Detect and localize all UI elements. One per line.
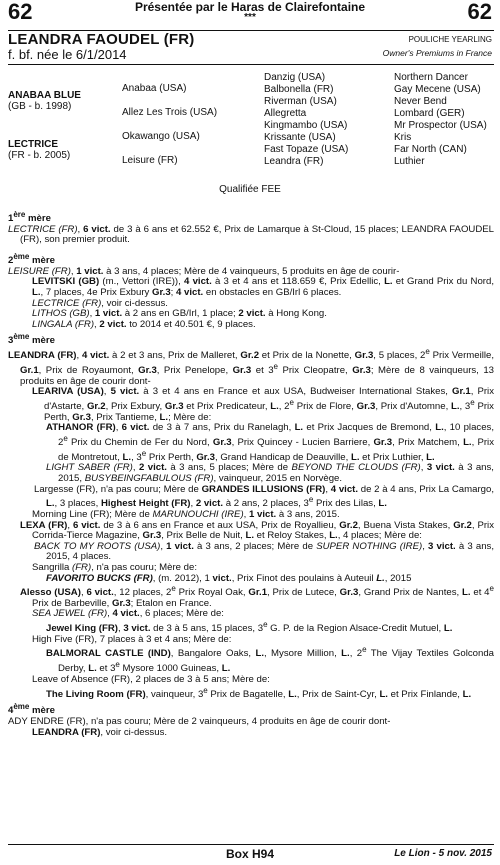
horse-category: POULICHE YEARLING <box>408 35 492 44</box>
paragraph: LITHOS (GB), 1 vict. à 2 ans en GB/Irl, 1 place; 2 vict. à Hong Kong. <box>32 308 327 320</box>
pedigree-dam-detail: (FR - b. 2005) <box>8 150 71 161</box>
paragraph: Leave of Absence (FR), 2 places de 3 à 5 ans; Mère de: <box>32 674 270 685</box>
pedigree-gen2-3: Leisure (FR) <box>122 155 178 166</box>
pedigree-gen3-0: Danzig (USA) <box>264 72 326 83</box>
pedigree-gen3-6: Fast Topaze (USA) <box>264 144 349 155</box>
paragraph: LEISURE (FR), 1 vict. à 3 ans, 4 places; Mère de 4 vainqueurs, 5 produits en âge de courir- <box>8 265 400 277</box>
lot-number-left: 62 <box>8 0 33 24</box>
paragraph: LECTRICE (FR), voir ci-dessus. <box>32 297 168 309</box>
paragraph: The Living Room (FR), vainqueur, 3e Prix de Bagatelle, L., Prix de Saint-Cyr, L. et Prix Finlande, L. <box>46 685 472 700</box>
box-number: Box H94 <box>225 847 275 861</box>
pedigree-gen2-2: Okawango (USA) <box>122 131 200 142</box>
pedigree-gen4-6: Far North (CAN) <box>394 144 467 155</box>
sale-info: Le Lion - 5 nov. 2015 <box>394 848 492 859</box>
pedigree-gen4-7: Luthier <box>394 156 425 167</box>
paragraph: LEVITSKI (GB) (m., Vettori (IRE)), 4 vict. à 3 et 4 ans et 118.659 €, Prix Edellic, L. et Grand Prix du Nord, L., 7 places, 4e Prix Exbury Gr.3; 4 vict. en obstacles en GB/Irl 6 places. <box>32 276 494 298</box>
horse-name: LEANDRA FAOUDEL (FR) <box>8 31 195 48</box>
pedigree-sire-detail: (GB - b. 1998) <box>8 101 72 112</box>
paragraph: LEANDRA (FR), 4 vict. à 2 et 3 ans, Prix de Malleret, Gr.2 et Prix de la Nonette, Gr.3, 5 places, 2e Prix Vermeille, Gr.1, Prix de Royaumont, Gr.3, Prix Penelope, Gr.3 et 3e Prix Cleopatre, Gr.3; Mère de 8 vainqueurs, 13 produits en âge de courir dont- <box>8 347 494 387</box>
paragraph: Largesse (FR), n'a pas couru; Mère de GRANDES ILLUSIONS (FR), 4 vict. de 2 à 4 ans, Prix La Camargo, L., 3 places, Highest Height (FR), 2 vict. à 2 ans, 2 places, 3e Prix des Lilas, L. <box>34 483 494 510</box>
pedigree-notes <box>8 208 494 738</box>
pedigree-gen4-4: Mr Prospector (USA) <box>394 120 487 131</box>
paragraph: BALMORAL CASTLE (IND), Bangalore Oaks, L., Mysore Million, L., 2e The Vijay Textiles Golconda Derby, L. et 3e Mysore 1000 Guineas, L. <box>46 645 494 675</box>
section-fourth-dam: 4ème mère <box>8 702 55 717</box>
paragraph: High Five (FR), 7 places à 3 et 4 ans; Mère de: <box>32 633 232 645</box>
pedigree-dam-name: LECTRICE <box>8 139 58 150</box>
pedigree-gen3-7: Leandra (FR) <box>264 156 324 167</box>
paragraph: Alesso (USA), 6 vict., 12 places, 2e Prix Royal Oak, Gr.1, Prix de Lutece, Gr.3, Grand Prix de Nantes, L. et 4e Prix de Barbeville, Gr.3; Etalon en France. <box>20 584 494 609</box>
pedigree-gen4-1: Gay Mecene (USA) <box>394 84 481 95</box>
pedigree-sire-name: ANABAA BLUE <box>8 90 81 101</box>
paragraph: LEANDRA (FR), voir ci-dessus. <box>32 726 168 738</box>
paragraph: ATHANOR (FR), 6 vict. de 3 à 7 ans, Prix du Ranelagh, L. et Prix Jacques de Bremond, L., 10 places, 2e Prix du Chemin de Fer du Nord, Gr.3, Prix Quincey - Lucien Barriere, Gr.3, Prix Matchem, L., Prix de Montretout, L., 3e Prix Perth, Gr.3, Grand Handicap de Deauville, L. et Prix Luthier, L. <box>46 422 494 463</box>
pedigree-gen3-1: Balbonella (FR) <box>264 84 334 95</box>
paragraph: SEA JEWEL (FR), 4 vict., 6 places; Mère de: <box>32 608 224 620</box>
presented-by: Présentée par le Haras de Clairefontaine <box>134 0 366 14</box>
section-second-dam: 2ème mère <box>8 251 55 267</box>
paragraph: LEXA (FR), 6 vict. de 3 à 6 ans en France et aux USA, Prix de Royallieu, Gr.2, Buena Vista Stakes, Gr.2, Prix Corrida-Tierce Magazine, Gr.3, Prix Belle de Nuit, L. et Reloy Stakes, L., 4 places; Mère de: <box>20 519 494 542</box>
section-first-dam: 1ère mère <box>8 210 51 225</box>
stars: *** <box>244 12 256 23</box>
pedigree-gen2-1: Allez Les Trois (USA) <box>122 107 218 118</box>
paragraph: BACK TO MY ROOTS (USA), 1 vict. à 3 ans, 2 places; Mère de SUPER NOTHING (IRE), 3 vict. à 3 ans, 2015, 4 places. <box>34 540 494 563</box>
pedigree-divider <box>8 64 494 65</box>
pedigree-gen3-2: Riverman (USA) <box>264 96 337 107</box>
owner-premium: Owner's Premiums in France <box>382 48 492 58</box>
paragraph: LIGHT SABER (FR), 2 vict. à 3 ans, 5 places; Mère de BEYOND THE CLOUDS (FR), 3 vict. à 3 ans, 2015, BUSYBEINGFABULOUS (FR), vainqueur, 2015 en Norvège. <box>46 462 494 484</box>
qualification: Qualifiée FEE <box>219 184 281 195</box>
pedigree-gen3-5: Krissante (USA) <box>264 132 336 143</box>
lot-number-right: 62 <box>467 0 492 24</box>
paragraph: LINGALA (FR), 2 vict. to 2014 et 40.501 €, 9 places. <box>32 318 256 330</box>
paragraph: Morning Line (FR); Mère de MARUNOUCHI (IRE), 1 vict. à 3 ans, 2015. <box>32 508 340 520</box>
pedigree-gen3-4: Kingmambo (USA) <box>264 120 348 131</box>
pedigree-gen4-2: Never Bend <box>394 96 447 107</box>
pedigree-gen4-0: Northern Dancer <box>394 72 468 83</box>
paragraph: Sangrilla (FR), n'a pas couru; Mère de: <box>32 561 198 573</box>
pedigree-gen3-3: Allegretta <box>264 108 307 119</box>
pedigree-gen4-5: Kris <box>394 132 412 143</box>
pedigree-gen4-3: Lombard (GER) <box>394 108 465 119</box>
paragraph: LECTRICE (FR), 6 vict. de 3 à 6 ans et 62.552 €, Prix de Lamarque à St-Cloud, 15 places; LEANDRA FAOUDEL (FR), son premier produit. <box>8 223 494 246</box>
horse-details: f. bf. née le 6/1/2014 <box>8 47 127 62</box>
footer-divider <box>8 844 494 845</box>
paragraph: Jewel King (FR), 3 vict. de 3 à 5 ans, 15 places, 3e G. P. de la Region Alsace-Credit Mutuel, L. <box>46 620 453 635</box>
section-third-dam: 3ème mère <box>8 332 55 347</box>
pedigree-gen2-0: Anabaa (USA) <box>122 83 187 94</box>
paragraph: ADY ENDRE (FR), n'a pas couru; Mère de 2 vainqueurs, 4 produits en âge de courir dont- <box>8 716 391 728</box>
paragraph: FAVORITO BUCKS (FR), (m. 2012), 1 vict., Prix Finot des poulains à Auteuil L., 2015 <box>46 572 412 584</box>
paragraph: LEARIVA (USA), 5 vict. à 3 et 4 ans en France et aux USA, Budweiser International Stakes, Gr.1, Prix d'Astarte, Gr.2, Prix Exbury, Gr.3 et Prix Predicateur, L., 2e Prix de Flore, Gr.3, Prix d'Automne, L., 3e Prix Perth, Gr.3, Prix Tantieme, L.; Mère de: <box>32 386 494 423</box>
